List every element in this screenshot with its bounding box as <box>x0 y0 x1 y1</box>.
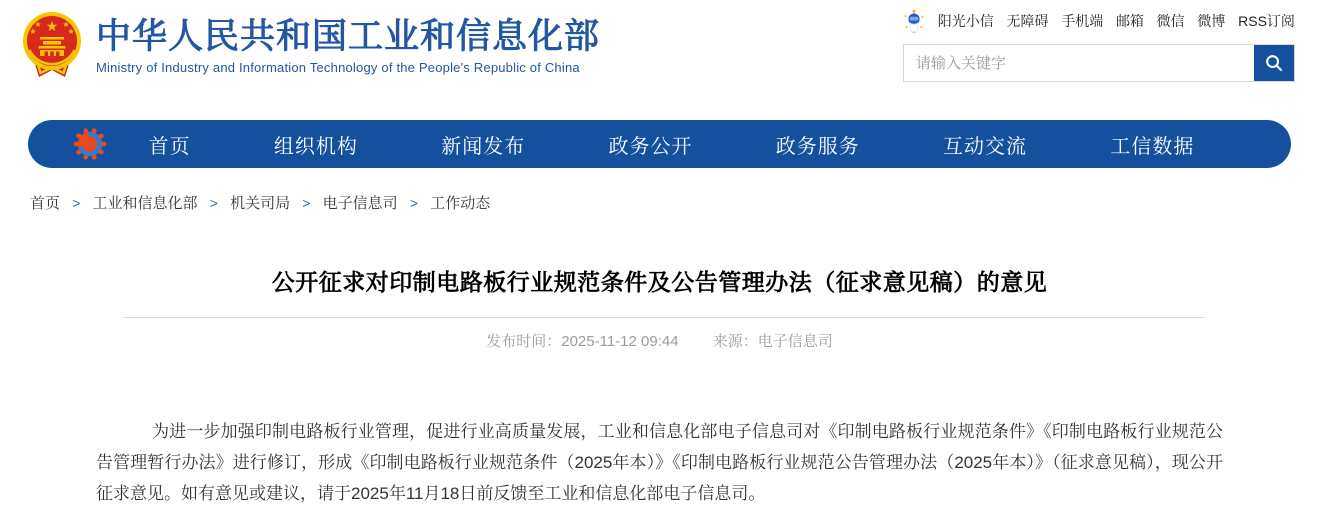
brand-text <box>96 17 600 75</box>
breadcrumb-home[interactable]: 首页 <box>30 195 61 212</box>
quick-link-mobile[interactable]: 手机端 <box>1061 13 1104 29</box>
quick-link-yangguang-xiaoxin[interactable]: 阳光小信 <box>937 13 994 29</box>
publish-time-label: 发布时间： <box>486 333 562 350</box>
quick-link-weibo[interactable]: 微博 <box>1197 13 1226 29</box>
breadcrumb-departments[interactable]: 机关司局 <box>230 195 291 212</box>
nav-item-interaction[interactable]: 互动交流 <box>943 135 1028 158</box>
source-value: 电子信息司 <box>757 333 833 350</box>
article <box>0 267 1319 509</box>
header-right <box>903 9 1295 82</box>
search-icon <box>1264 53 1284 73</box>
quick-link-wechat[interactable]: 微信 <box>1156 13 1185 29</box>
article-title: 公开征求对印制电路板行业规范条件及公告管理办法（征求意见稿）的意见 <box>271 269 1048 295</box>
breadcrumb-work-updates: 工作动态 <box>430 195 491 212</box>
article-source <box>713 333 833 350</box>
nav-item-home[interactable]: 首页 <box>148 135 191 158</box>
svg-text:★: ★ <box>62 20 70 29</box>
nav-item-gov-services[interactable]: 政务服务 <box>775 135 860 158</box>
site-title: 中华人民共和国工业和信息化部 <box>96 16 601 56</box>
main-nav <box>28 120 1291 168</box>
article-body: 为进一步加强印制电路板行业管理，促进行业高质量发展，工业和信息化部电子信息司对《印制电路板行业规范条件》《印制电路板行业规范公告管理暂行办法》进行修订，形成《印制电路板行业规范条件（2025年本）》《印制电路板行业规范公告管理办法（2025年本）》（征求意见稿），现公开征求意见。如有意见或建议，请于2025年11月18日前反馈至工业和信息化部电子信息司。 <box>96 422 1223 503</box>
national-emblem-icon <box>22 12 82 79</box>
article-meta <box>0 332 1319 352</box>
source-label: 来源： <box>712 333 758 350</box>
breadcrumb-separator: > <box>72 195 81 211</box>
miit-logo-icon[interactable] <box>73 127 107 161</box>
breadcrumb-separator: > <box>409 195 419 211</box>
svg-text:★: ★ <box>67 27 75 36</box>
svg-text:★: ★ <box>45 18 59 34</box>
search-input[interactable] <box>904 45 1254 81</box>
site-brand[interactable] <box>22 12 600 79</box>
search-bar <box>903 44 1295 82</box>
site-subtitle: Ministry of Industry and Information Technology of the People's Republic of China <box>96 59 580 75</box>
nav-item-organization[interactable]: 组织机构 <box>273 135 358 158</box>
breadcrumb-separator: > <box>302 195 311 211</box>
nav-item-gov-disclosure[interactable]: 政务公开 <box>608 135 693 158</box>
quick-link-mail[interactable]: 邮箱 <box>1115 13 1144 29</box>
breadcrumb-miit[interactable]: 工业和信息化部 <box>92 195 198 212</box>
quick-links <box>903 9 1295 33</box>
mascot-robot-icon[interactable] <box>903 9 925 33</box>
svg-text:★: ★ <box>34 20 42 29</box>
quick-link-accessibility[interactable]: 无障碍 <box>1006 13 1049 29</box>
nav-item-miit-data[interactable]: 工信数据 <box>1110 135 1195 158</box>
breadcrumb <box>30 192 1319 213</box>
breadcrumb-separator: > <box>209 195 218 211</box>
publish-time <box>486 333 678 350</box>
nav-item-news[interactable]: 新闻发布 <box>441 135 526 158</box>
nav-items <box>107 130 1236 159</box>
site-header <box>0 0 1319 100</box>
breadcrumb-electronic-info-dept[interactable]: 电子信息司 <box>322 195 398 212</box>
svg-text:★: ★ <box>29 27 37 36</box>
publish-time-value: 2025-11-12 09:44 <box>561 333 679 350</box>
quick-link-rss[interactable]: RSS订阅 <box>1238 13 1295 29</box>
article-divider <box>123 317 1205 318</box>
search-button[interactable] <box>1254 45 1294 81</box>
